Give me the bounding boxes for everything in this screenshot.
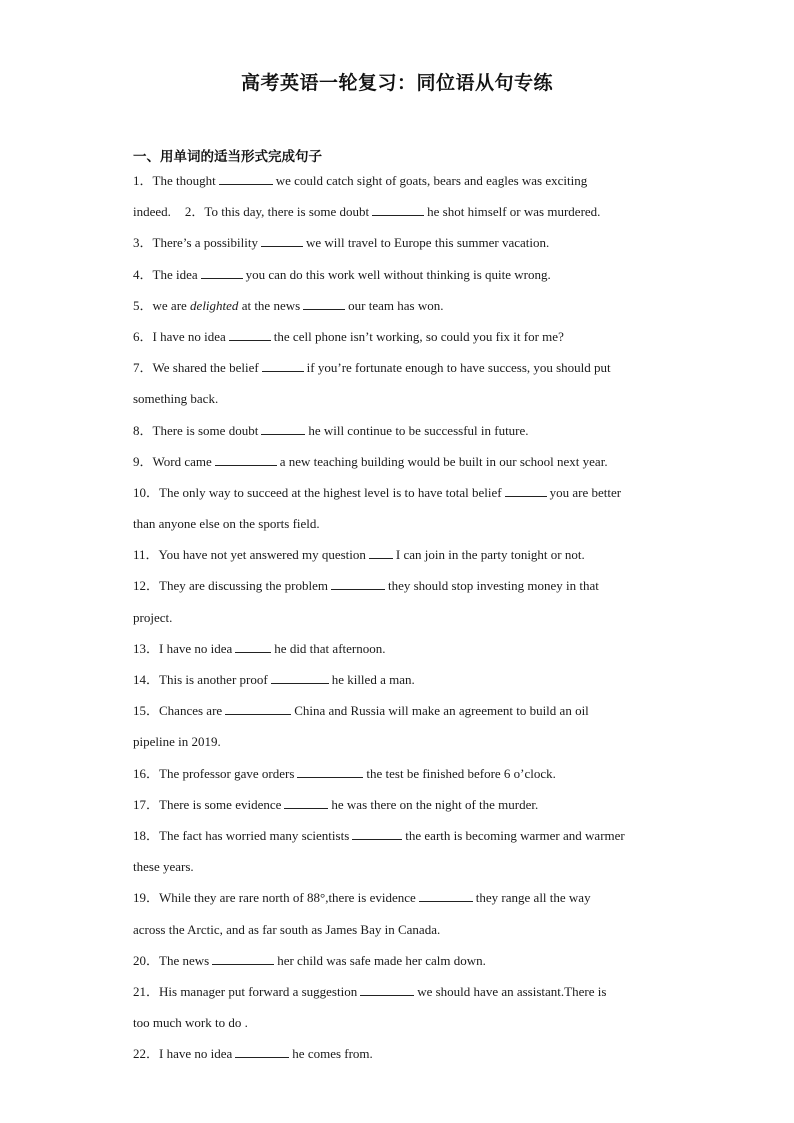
question-number: 15．: [133, 703, 160, 719]
question-text: we will travel to Europe this summer vacation.: [305, 235, 550, 251]
question-text: they should stop investing money in that: [387, 578, 599, 594]
answer-blank[interactable]: [201, 266, 243, 279]
question-number: 3．: [133, 235, 153, 251]
question-text: They are discussing the problem: [159, 578, 328, 594]
question-text: he shot himself or was murdered.: [427, 204, 601, 220]
question-number: 16．: [133, 765, 160, 781]
question-number: 10．: [133, 484, 160, 500]
answer-blank[interactable]: [235, 1045, 289, 1058]
question-line: [133, 293, 673, 324]
question-number: 18．: [133, 827, 160, 843]
question-text: he did that afternoon.: [274, 640, 386, 656]
question-line: [133, 792, 673, 823]
question-text: than anyone else on the sports field.: [133, 516, 320, 532]
question-text: I can join in the party tonight or not.: [395, 547, 585, 563]
question-text: There’s a possibility: [152, 235, 258, 251]
question-line: [133, 480, 673, 511]
answer-blank[interactable]: [284, 796, 328, 809]
question-line: [133, 636, 673, 667]
question-text: This is another proof: [159, 672, 268, 687]
question-text: you can do this work well without thinking is quite wrong.: [245, 266, 551, 282]
question-line: [133, 948, 673, 979]
question-number: 11．: [133, 547, 159, 563]
question-line: [133, 667, 673, 698]
question-text: project.: [133, 609, 173, 625]
question-line: [133, 386, 673, 417]
answer-blank[interactable]: [352, 827, 402, 840]
question-line: [133, 979, 673, 1010]
question-number: 13．: [133, 640, 160, 656]
question-text: The only way to succeed at the highest level is to have total belief: [159, 484, 502, 500]
question-text: the cell phone isn’t working, so could you fix it for me?: [273, 328, 564, 344]
answer-blank[interactable]: [360, 983, 414, 996]
question-number: 8．: [133, 422, 153, 438]
question-text: We shared the belief: [152, 360, 259, 376]
answer-blank[interactable]: [372, 203, 424, 216]
question-text: he will continue to be successful in future.: [308, 422, 529, 438]
question-text: The fact has worried many scientists: [159, 827, 350, 843]
question-text: you are better: [549, 484, 622, 500]
question-text: To this day, there is some doubt: [204, 204, 370, 220]
question-number: 6．: [133, 328, 153, 344]
question-text: There is some evidence: [159, 796, 282, 812]
question-text: pipeline in 2019.: [133, 734, 221, 750]
section-heading: 一、用单词的适当形式完成句子: [133, 149, 322, 165]
answer-blank[interactable]: [331, 577, 385, 590]
question-text: our team has won.: [348, 297, 444, 313]
question-text: the test be finished before 6 o’clock.: [366, 765, 556, 781]
question-number: 1．: [133, 173, 153, 188]
question-line: [133, 168, 673, 199]
question-text: The thought: [152, 173, 216, 188]
answer-blank[interactable]: [215, 453, 277, 466]
question-text: His manager put forward a suggestion: [159, 983, 358, 999]
question-text: The news: [159, 952, 210, 968]
question-list: [133, 168, 673, 1072]
question-text: her child was safe made her calm down.: [277, 952, 486, 968]
question-number: 20．: [133, 952, 160, 968]
question-line: [133, 1041, 673, 1072]
question-text: China and Russia will make an agreement to build an oil: [294, 703, 589, 719]
answer-blank[interactable]: [261, 422, 305, 435]
question-line: [133, 542, 673, 573]
answer-blank[interactable]: [225, 702, 291, 715]
question-text: I have no idea: [159, 1046, 233, 1062]
question-text: I have no idea: [159, 640, 233, 656]
question-number: 17．: [133, 796, 160, 812]
question-line: [133, 854, 673, 885]
question-line: [133, 230, 673, 261]
question-line: [133, 418, 673, 449]
question-number: 12．: [133, 578, 160, 594]
question-text: Word came: [152, 453, 212, 469]
page-title: 高考英语一轮复习：同位语从句专练: [240, 72, 553, 94]
question-text: too much work to do .: [133, 1015, 248, 1031]
answer-blank[interactable]: [262, 359, 304, 372]
question-number: 9．: [133, 453, 153, 469]
answer-blank[interactable]: [271, 671, 329, 684]
question-number: 2．: [184, 204, 205, 220]
question-text: You have not yet answered my question: [158, 547, 366, 563]
question-line: [133, 729, 673, 760]
answer-blank[interactable]: [369, 546, 393, 559]
answer-blank[interactable]: [505, 484, 547, 497]
question-text: across the Arctic, and as far south as James Bay in Canada.: [133, 921, 441, 937]
answer-blank[interactable]: [297, 765, 363, 778]
question-text: Chances are: [159, 703, 223, 719]
question-number: 22．: [133, 1046, 160, 1062]
question-line: [133, 511, 673, 542]
question-text: While they are rare north of 88°,there is evidence: [159, 890, 416, 906]
question-line: [133, 698, 673, 729]
answer-blank[interactable]: [235, 640, 271, 653]
question-text: he was there on the night of the murder.: [331, 796, 539, 812]
answer-blank[interactable]: [303, 297, 345, 310]
question-line: [133, 573, 673, 604]
question-line: [133, 823, 673, 854]
question-text: the earth is becoming warmer and warmer: [405, 827, 625, 843]
question-number: 19．: [133, 890, 160, 906]
question-line: [133, 449, 673, 480]
question-text: There is some doubt: [152, 422, 259, 438]
question-number: 21．: [133, 983, 160, 999]
answer-blank[interactable]: [419, 889, 473, 902]
question-line: [133, 199, 673, 230]
answer-blank[interactable]: [212, 952, 274, 965]
question-text: he comes from.: [292, 1046, 373, 1062]
question-line: [133, 355, 673, 386]
question-text: we should have an assistant.There is: [417, 983, 607, 999]
question-number: 4．: [133, 266, 153, 282]
question-text: these years.: [133, 859, 194, 875]
question-line: [133, 917, 673, 948]
question-line: [133, 1010, 673, 1041]
question-line: [133, 885, 673, 916]
question-text: The idea: [152, 266, 198, 282]
question-text: The professor gave orders: [159, 765, 295, 781]
question-line: [133, 262, 673, 293]
italic-word: delighted: [190, 297, 239, 313]
question-line: [133, 605, 673, 636]
question-number: 7．: [133, 360, 153, 376]
question-text: I have no idea: [152, 328, 226, 344]
question-text: they range all the way: [475, 890, 591, 906]
question-text: indeed.: [133, 204, 171, 220]
question-text: at the news: [241, 297, 301, 313]
question-text: he killed a man.: [331, 672, 415, 687]
question-text: if you’re fortunate enough to have success, you should put: [306, 360, 611, 376]
answer-blank[interactable]: [219, 172, 273, 185]
question-text: we are: [152, 297, 187, 313]
question-text: a new teaching building would be built in our school next year.: [279, 453, 608, 469]
question-number: 14．: [133, 672, 160, 687]
question-line: [133, 324, 673, 355]
answer-blank[interactable]: [261, 234, 303, 247]
answer-blank[interactable]: [229, 328, 271, 341]
question-line: [133, 761, 673, 792]
question-number: 5．: [133, 297, 153, 313]
question-text: we could catch sight of goats, bears and eagles was exciting: [275, 173, 588, 188]
question-text: something back.: [133, 391, 219, 407]
